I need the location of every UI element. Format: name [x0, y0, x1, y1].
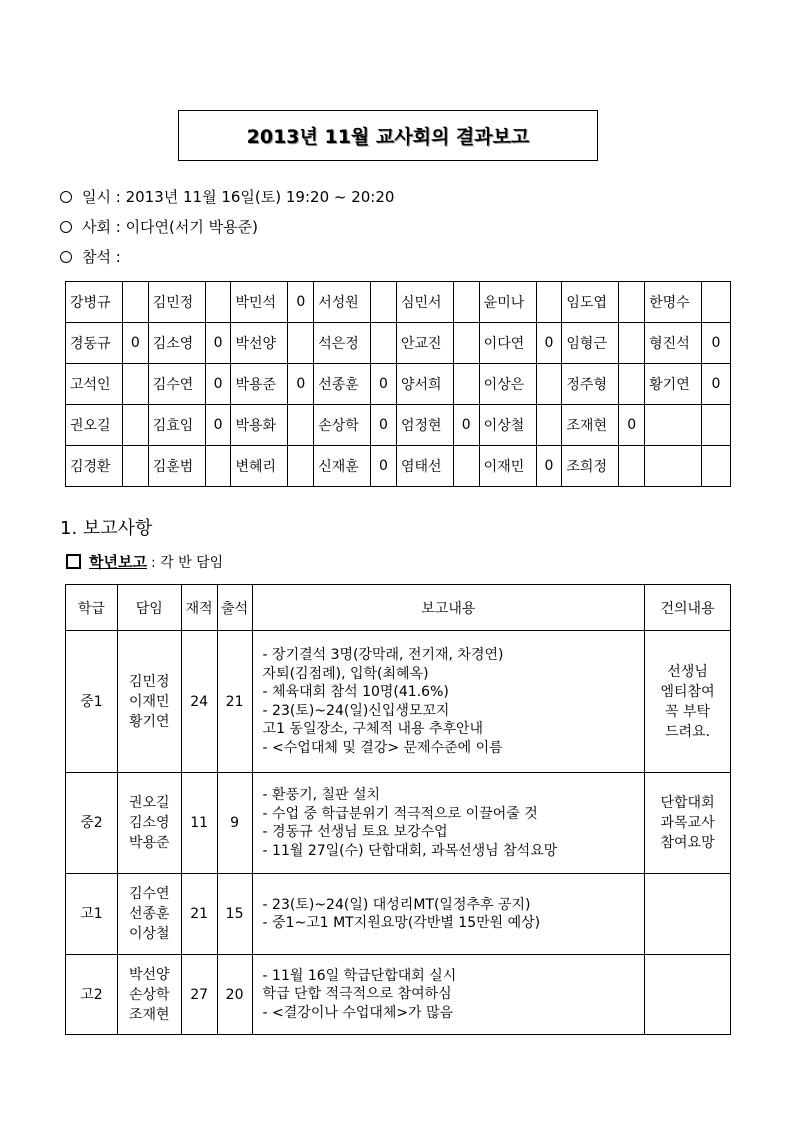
content-line: - 장기결석 3명(강막래, 전기재, 차경연) — [262, 647, 504, 663]
attendee-name: 임형근 — [562, 323, 619, 364]
attendee-name: 한명수 — [645, 282, 702, 323]
section-title: 1. 보고사항 — [60, 518, 153, 539]
attendee-name: 박민석 — [231, 282, 288, 323]
subsection-title — [66, 551, 223, 572]
enrolled-cell: 27 — [181, 955, 217, 1035]
attendee-name: 조희정 — [562, 446, 619, 487]
teacher-name: 손상학 — [128, 986, 170, 1003]
attendee-name — [645, 405, 702, 446]
header-grade: 학급 — [66, 585, 118, 631]
subsection-label: 학년보고 — [89, 553, 147, 571]
teacher-name: 김소영 — [128, 815, 170, 831]
attendee-name: 이재민 — [479, 446, 536, 487]
attendee-name: 양서희 — [396, 364, 453, 405]
subsection-rest: : 각 반 담임 — [150, 554, 224, 571]
attendance-mark — [619, 446, 645, 487]
attendee-name: 엄정현 — [396, 405, 453, 446]
grade-cell: 중2 — [66, 773, 118, 874]
attendance-mark — [702, 446, 731, 487]
header-teacher: 담임 — [117, 585, 181, 631]
circle-bullet-icon — [60, 251, 72, 263]
attendee-name: 심민서 — [396, 282, 453, 323]
teacher-cell — [117, 955, 181, 1035]
suggestion-cell — [645, 955, 731, 1035]
suggestion-line: 선생님 — [667, 663, 708, 680]
report-row — [66, 955, 731, 1035]
teacher-name: 박선양 — [128, 966, 170, 983]
attendance-mark: 0 — [536, 446, 562, 487]
attendance-mark: 0 — [288, 364, 314, 405]
attendee-name: 손상학 — [314, 405, 371, 446]
attendance-mark: 0 — [205, 364, 231, 405]
attendee-name: 황기연 — [645, 364, 702, 405]
attendance-row — [66, 364, 731, 405]
attendance-mark: 0 — [371, 446, 397, 487]
attendance-mark — [702, 405, 731, 446]
content-line: 학급 단합 적극적으로 참여하심 — [262, 986, 452, 1003]
teacher-name: 박용준 — [128, 835, 170, 851]
grade-cell: 고1 — [66, 874, 118, 955]
attendance-mark: 0 — [453, 405, 479, 446]
content-line: - <수업대체 및 결강> 문제수준에 이름 — [262, 739, 503, 756]
attendee-name: 임도엽 — [562, 282, 619, 323]
attendee-name: 이상은 — [479, 364, 536, 405]
grade-cell: 고2 — [66, 955, 118, 1035]
suggestion-line: 단합대회 — [660, 795, 715, 811]
attendee-name: 권오길 — [66, 405, 123, 446]
attendance-mark: 0 — [122, 323, 148, 364]
content-line: - 중1~고1 MT지원요망(각반별 15만원 예상) — [262, 915, 541, 931]
attendee-name: 정주형 — [562, 364, 619, 405]
header-enrolled: 재적 — [181, 585, 217, 631]
teacher-name: 선종훈 — [128, 906, 170, 922]
attendance-mark: 0 — [288, 282, 314, 323]
teacher-cell — [117, 631, 181, 773]
meta-attendance — [60, 246, 121, 267]
teacher-name: 김민정 — [128, 673, 170, 690]
meta-host-text: 사회 : 이다연(서기 박용준) — [82, 218, 258, 236]
attendance-mark — [536, 364, 562, 405]
content-line: - 11월 16일 학급단합대회 실시 — [262, 967, 457, 984]
teacher-name: 조재현 — [128, 1006, 170, 1023]
content-line: - 수업 중 학급분위기 적극적으로 이끌어줄 것 — [262, 805, 538, 822]
teacher-name: 이재민 — [128, 693, 170, 710]
content-cell — [252, 773, 645, 874]
content-cell — [252, 874, 645, 955]
attendance-mark: 0 — [536, 323, 562, 364]
attendee-name: 김수연 — [148, 364, 205, 405]
attendee-name: 고석인 — [66, 364, 123, 405]
attendee-name: 윤미나 — [479, 282, 536, 323]
attendance-mark — [453, 364, 479, 405]
attendee-name: 김소영 — [148, 323, 205, 364]
attendance-mark — [536, 282, 562, 323]
report-row — [66, 631, 731, 773]
attendee-name — [645, 446, 702, 487]
enrolled-cell: 21 — [181, 874, 217, 955]
report-row — [66, 773, 731, 874]
attendance-mark — [288, 405, 314, 446]
content-line: 고1 동일장소, 구체적 내용 추후안내 — [262, 721, 484, 737]
circle-bullet-icon — [60, 221, 72, 233]
content-line: - 경동규 선생님 토요 보강수업 — [262, 824, 448, 840]
attendance-mark: 0 — [702, 323, 731, 364]
grade-cell: 중1 — [66, 631, 118, 773]
meta-date-text: 일시 : 2013년 11월 16일(토) 19:20 ~ 20:20 — [82, 188, 395, 206]
attendee-name: 김효임 — [148, 405, 205, 446]
attendee-name: 안교진 — [396, 323, 453, 364]
content-line: 자퇴(김점례), 입학(최혜옥) — [262, 665, 429, 682]
attendance-mark — [453, 446, 479, 487]
attendance-mark — [288, 323, 314, 364]
attendee-name: 김훈범 — [148, 446, 205, 487]
content-line: - 환풍기, 칠판 설치 — [262, 787, 381, 803]
attendance-mark — [536, 405, 562, 446]
attendance-mark: 0 — [371, 405, 397, 446]
report-header-row — [66, 585, 731, 631]
attendance-mark: 0 — [619, 405, 645, 446]
teacher-name: 이상철 — [128, 926, 170, 942]
content-cell — [252, 631, 645, 773]
attendance-mark — [122, 446, 148, 487]
attendee-name: 김경환 — [66, 446, 123, 487]
suggestion-line: 과목교사 — [660, 815, 715, 831]
attendance-mark: 0 — [205, 405, 231, 446]
attendee-name: 변혜리 — [231, 446, 288, 487]
attendance-mark — [288, 446, 314, 487]
teacher-name: 김수연 — [128, 886, 170, 902]
attendance-mark — [122, 405, 148, 446]
attendance-mark — [619, 364, 645, 405]
present-cell: 21 — [217, 631, 252, 773]
attendee-name: 박선양 — [231, 323, 288, 364]
attendee-name: 이상철 — [479, 405, 536, 446]
suggestion-cell — [645, 631, 731, 773]
teacher-cell — [117, 773, 181, 874]
meta-host — [60, 216, 258, 237]
attendee-name: 경동규 — [66, 323, 123, 364]
attendance-mark — [453, 323, 479, 364]
attendee-name: 강병규 — [66, 282, 123, 323]
attendance-mark — [453, 282, 479, 323]
attendance-mark: 0 — [205, 323, 231, 364]
attendance-mark: 0 — [702, 364, 731, 405]
attendee-name: 박용준 — [231, 364, 288, 405]
attendance-row — [66, 405, 731, 446]
meta-date — [60, 186, 394, 207]
attendee-name: 선종훈 — [314, 364, 371, 405]
enrolled-cell: 24 — [181, 631, 217, 773]
enrolled-cell: 11 — [181, 773, 217, 874]
present-cell: 20 — [217, 955, 252, 1035]
attendance-mark — [205, 446, 231, 487]
content-line: - 23(토)~24(일)신입생모꼬지 — [262, 702, 450, 719]
attendee-name: 이다연 — [479, 323, 536, 364]
attendance-row — [66, 323, 731, 364]
present-cell: 15 — [217, 874, 252, 955]
content-line: - <결강이나 수업대체>가 많음 — [262, 1004, 454, 1021]
attendance-table — [65, 281, 731, 487]
content-cell — [252, 955, 645, 1035]
suggestion-line: 참여요망 — [660, 835, 715, 851]
suggestion-line: 꼭 부탁 — [665, 703, 711, 720]
suggestion-cell — [645, 773, 731, 874]
attendance-mark — [702, 282, 731, 323]
header-present: 출석 — [217, 585, 252, 631]
attendance-row — [66, 446, 731, 487]
attendee-name: 신재훈 — [314, 446, 371, 487]
report-row — [66, 874, 731, 955]
teacher-cell — [117, 874, 181, 955]
content-line: - 체육대회 참석 10명(41.6%) — [262, 684, 449, 700]
attendee-name: 석은정 — [314, 323, 371, 364]
checkbox-square-icon — [66, 554, 81, 569]
attendance-mark — [122, 364, 148, 405]
content-line: - 23(토)~24(일) 대성리MT(일정추후 공지) — [262, 896, 531, 913]
attendance-mark: 0 — [371, 364, 397, 405]
content-line: - 11월 27일(수) 단합대회, 과목선생님 참석요망 — [262, 842, 558, 859]
header-suggestion: 건의내용 — [645, 585, 731, 631]
suggestion-cell — [645, 874, 731, 955]
attendance-mark — [371, 323, 397, 364]
present-cell: 9 — [217, 773, 252, 874]
attendance-row — [66, 282, 731, 323]
teacher-name: 황기연 — [128, 713, 170, 730]
circle-bullet-icon — [60, 191, 72, 203]
suggestion-line: 엠티참여 — [660, 683, 715, 700]
attendance-mark — [205, 282, 231, 323]
teacher-name: 권오길 — [128, 795, 170, 811]
attendee-name: 형진석 — [645, 323, 702, 364]
attendance-mark — [371, 282, 397, 323]
attendance-mark — [619, 323, 645, 364]
document-title: 2013년 11월 교사회의 결과보고 — [178, 110, 598, 161]
attendee-name: 박용화 — [231, 405, 288, 446]
attendee-name: 김민정 — [148, 282, 205, 323]
attendee-name: 서성원 — [314, 282, 371, 323]
attendance-mark — [619, 282, 645, 323]
meta-attend-text: 참석 : — [82, 248, 121, 266]
report-table — [65, 584, 731, 1035]
attendee-name: 조재현 — [562, 405, 619, 446]
attendance-mark — [122, 282, 148, 323]
attendee-name: 염태선 — [396, 446, 453, 487]
header-content: 보고내용 — [252, 585, 645, 631]
suggestion-line: 드려요. — [665, 723, 711, 740]
